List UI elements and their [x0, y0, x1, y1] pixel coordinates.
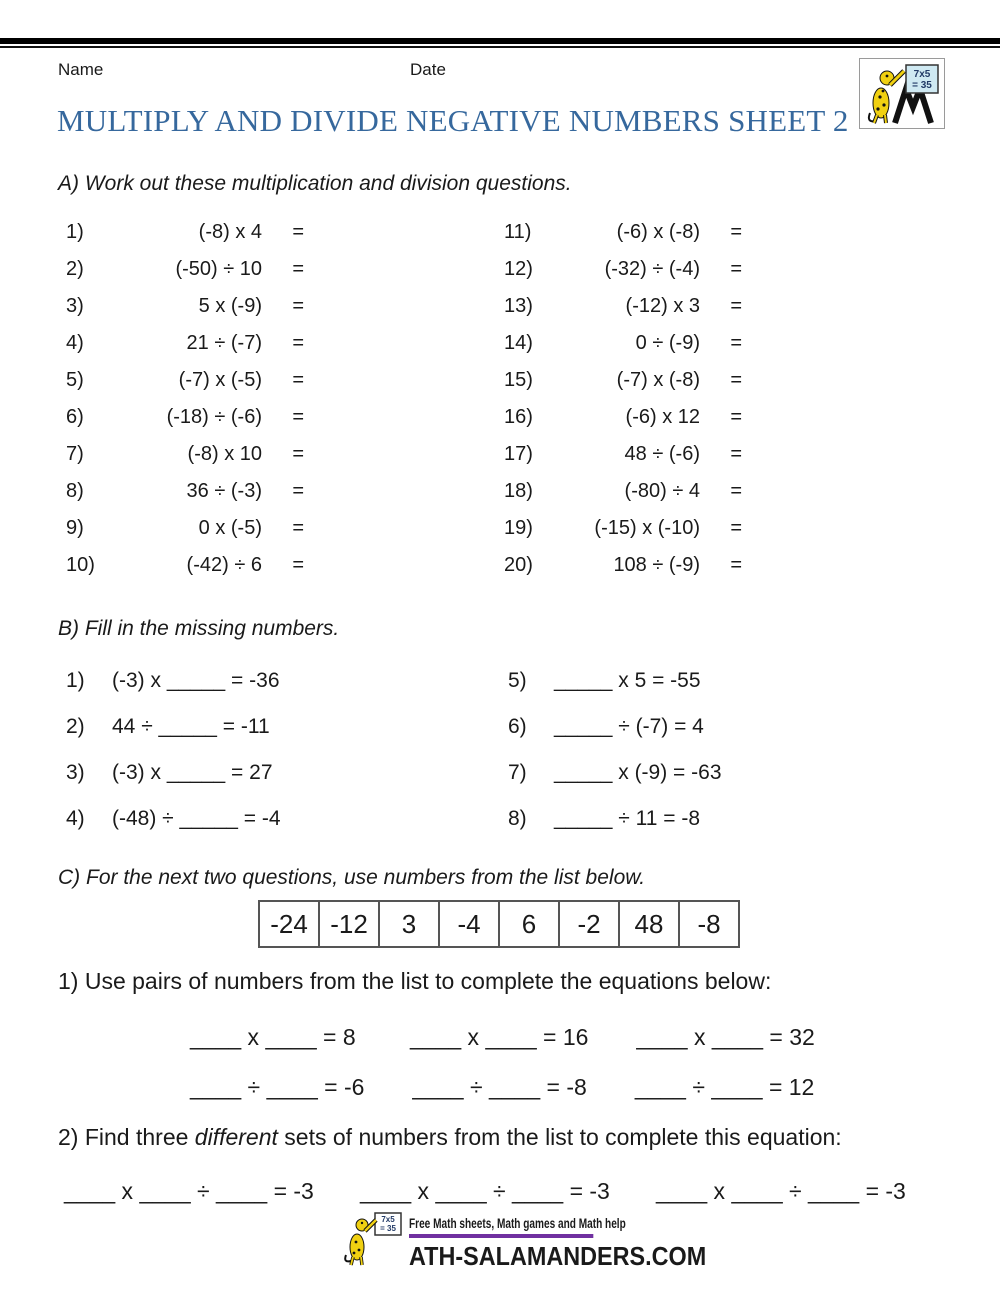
top-rule-thin-bar [0, 46, 1000, 48]
question-expression: 48 ÷ (-6) [624, 443, 700, 465]
question-expression: (-15) x (-10) [594, 517, 700, 539]
fill-in-equation: 44 ÷ _____ = -11 [112, 715, 270, 738]
question-row [508, 704, 722, 750]
equals-sign: = [292, 406, 304, 428]
question-expression: (-7) x (-8) [616, 369, 700, 391]
question-expression: 0 ÷ (-9) [635, 332, 700, 354]
footer-text-block [409, 1211, 707, 1271]
math-salamanders-logo [859, 58, 945, 129]
question-row [504, 399, 742, 436]
equals-sign: = [292, 295, 304, 317]
question-number: 3) [66, 761, 85, 784]
blank-equation: ____ x ____ ÷ ____ = -3 [360, 1178, 610, 1204]
section-b-right-column [508, 658, 722, 842]
equals-sign: = [730, 517, 742, 539]
question-expression: (-8) x 10 [187, 443, 262, 465]
question-number: 3) [66, 295, 84, 317]
section-a-left-column [66, 214, 304, 584]
number-cell: 3 [380, 902, 440, 946]
question-row [66, 658, 281, 704]
equals-sign: = [292, 554, 304, 576]
section-c-question-1-text: 1) Use pairs of numbers from the list to complete the equations below: [58, 968, 772, 994]
footer-site-name: ATH-SALAMANDERS.COM [409, 1241, 707, 1271]
question-row [504, 362, 742, 399]
equals-sign: = [730, 554, 742, 576]
equals-sign: = [292, 332, 304, 354]
question-row [66, 750, 281, 796]
question-row [504, 510, 742, 547]
question-expression: (-42) ÷ 6 [186, 554, 262, 576]
blank-equation: ____ ÷ ____ = -6 [190, 1074, 365, 1100]
fill-in-equation: (-3) x _____ = -36 [112, 669, 280, 692]
question-row [508, 796, 722, 842]
question-number: 6) [66, 406, 84, 428]
question-row [66, 214, 304, 251]
page-title: MULTIPLY AND DIVIDE NEGATIVE NUMBERS SHEET 2 [57, 103, 849, 138]
number-cell: -24 [260, 902, 320, 946]
question-expression: (-7) x (-5) [178, 369, 262, 391]
question-row [66, 704, 281, 750]
footer-salamander-icon [341, 1211, 407, 1267]
equals-sign: = [292, 480, 304, 502]
question-row [66, 399, 304, 436]
question-number: 18) [504, 480, 533, 502]
equation-row [190, 1024, 863, 1051]
question-number: 17) [504, 443, 533, 465]
question-row [66, 547, 304, 584]
question-row [66, 510, 304, 547]
question-number: 9) [66, 517, 84, 539]
question-expression: (-18) ÷ (-6) [166, 406, 262, 428]
top-divider-rule [0, 38, 1000, 48]
question-expression: (-6) x (-8) [616, 221, 700, 243]
question-expression: 5 x (-9) [198, 295, 262, 317]
fill-in-equation: _____ x (-9) = -63 [554, 761, 722, 784]
question-number: 1) [66, 221, 84, 243]
question-2-text-before: 2) Find three [58, 1124, 195, 1150]
equals-sign: = [292, 258, 304, 280]
equals-sign: = [292, 443, 304, 465]
equals-sign: = [730, 443, 742, 465]
svg-text:= 35: = 35 [380, 1224, 396, 1233]
question-number: 11) [504, 221, 532, 243]
number-list-table [258, 900, 740, 948]
footer [0, 1211, 1000, 1271]
number-cell: 6 [500, 902, 560, 946]
section-c-heading: C) For the next two questions, use numbers from the list below. [58, 866, 646, 889]
question-number: 13) [504, 295, 533, 317]
question-row [508, 658, 722, 704]
question-expression: 21 ÷ (-7) [186, 332, 262, 354]
question-expression: (-12) x 3 [625, 295, 700, 317]
blank-equation: ____ x ____ = 16 [410, 1024, 589, 1050]
question-expression: 36 ÷ (-3) [186, 480, 262, 502]
section-b-heading: B) Fill in the missing numbers. [58, 617, 340, 640]
footer-logo-block [335, 1211, 707, 1271]
question-number: 1) [66, 669, 85, 692]
svg-text:7x5: 7x5 [381, 1215, 395, 1224]
fill-in-equation: (-3) x _____ = 27 [112, 761, 273, 784]
number-cell: -8 [697, 909, 721, 939]
question-number: 14) [504, 332, 533, 354]
question-row [504, 473, 742, 510]
blank-equation: ____ ÷ ____ = 12 [634, 1074, 815, 1100]
section-a-heading: A) Work out these multiplication and division questions. [58, 172, 572, 195]
question-expression: (-80) ÷ 4 [624, 480, 700, 502]
question-row [66, 796, 281, 842]
equals-sign: = [730, 369, 742, 391]
question-number: 20) [504, 554, 533, 576]
question-number: 16) [504, 406, 533, 428]
equals-sign: = [292, 369, 304, 391]
equals-sign: = [730, 480, 742, 502]
question-number: 15) [504, 369, 533, 391]
question-number: 8) [508, 807, 527, 830]
question-row [504, 325, 742, 362]
equals-sign: = [730, 295, 742, 317]
equals-sign: = [730, 332, 742, 354]
blank-equation: ____ x ____ = 8 [190, 1024, 356, 1050]
question-2-text-after: sets of numbers from the list to complete this equation: [277, 1124, 842, 1150]
question-expression: 108 ÷ (-9) [613, 554, 700, 576]
question-number: 5) [508, 669, 527, 692]
question-row [66, 288, 304, 325]
question-number: 5) [66, 369, 84, 391]
question-row [66, 436, 304, 473]
question-row [66, 251, 304, 288]
question-expression: (-50) ÷ 10 [175, 258, 262, 280]
question-expression: (-32) ÷ (-4) [604, 258, 700, 280]
question-row [504, 288, 742, 325]
equals-sign: = [730, 221, 742, 243]
question-row [508, 750, 722, 796]
question-2-text-italic: different [194, 1124, 278, 1150]
equals-sign: = [730, 406, 742, 428]
question-expression: 0 x (-5) [198, 517, 262, 539]
equals-sign: = [292, 221, 304, 243]
question-number: 2) [66, 258, 84, 280]
question-number: 12) [504, 258, 533, 280]
question-number: 4) [66, 807, 85, 830]
footer-tagline: Free Math sheets, Math games and Math help [409, 1211, 593, 1238]
number-cell: -12 [320, 902, 380, 946]
question-number: 4) [66, 332, 84, 354]
question-number: 6) [508, 715, 527, 738]
equals-sign: = [292, 517, 304, 539]
salamander-easel-icon [862, 61, 942, 126]
fill-in-equation: _____ ÷ (-7) = 4 [554, 715, 704, 738]
section-c-question-2-text [58, 1124, 842, 1151]
blank-equation: ____ ÷ ____ = -8 [412, 1074, 587, 1100]
question-expression: (-6) x 12 [625, 406, 700, 428]
section-a-right-column [504, 214, 742, 584]
svg-text:7x5: 7x5 [913, 69, 931, 80]
equation-row [190, 1074, 862, 1101]
fill-in-equation: _____ x 5 = -55 [554, 669, 701, 692]
blank-equation: ____ x ____ = 32 [636, 1024, 815, 1050]
number-cell: 48 [620, 902, 680, 946]
question-number: 7) [66, 443, 84, 465]
question-row [66, 362, 304, 399]
question-row [66, 325, 304, 362]
question-row [504, 436, 742, 473]
question-number: 8) [66, 480, 84, 502]
question-number: 2) [66, 715, 85, 738]
question-expression: (-8) x 4 [198, 221, 262, 243]
footer-site-row [409, 1239, 707, 1271]
question-row [66, 473, 304, 510]
question-row [504, 547, 742, 584]
blank-equation: ____ x ____ ÷ ____ = -3 [64, 1178, 314, 1204]
blank-equation: ____ x ____ ÷ ____ = -3 [656, 1178, 906, 1204]
number-cell: -4 [440, 902, 500, 946]
fill-in-equation: _____ ÷ 11 = -8 [554, 807, 700, 830]
equals-sign: = [730, 258, 742, 280]
date-label: Date [410, 60, 446, 79]
question-row [504, 214, 742, 251]
question-number: 10) [66, 554, 95, 576]
number-cell: -2 [560, 902, 620, 946]
svg-text:= 35: = 35 [912, 80, 932, 91]
name-label: Name [58, 60, 104, 79]
equation-row [64, 1178, 952, 1205]
question-number: 19) [504, 517, 533, 539]
question-row [504, 251, 742, 288]
section-b-left-column [66, 658, 281, 842]
question-number: 7) [508, 761, 527, 784]
fill-in-equation: (-48) ÷ _____ = -4 [112, 807, 281, 830]
